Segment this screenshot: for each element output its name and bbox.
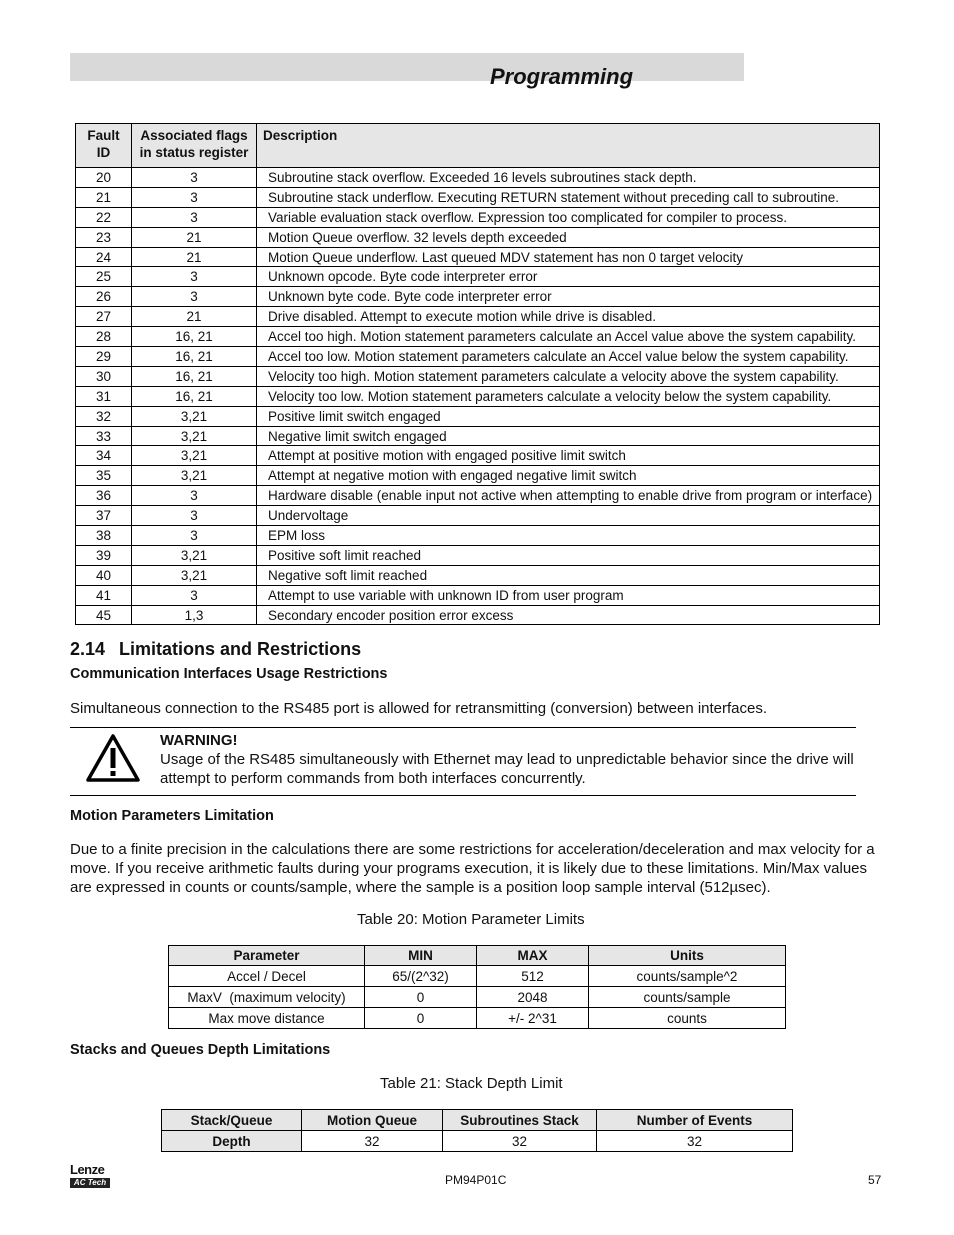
stack-header-events: Number of Events [597, 1110, 793, 1131]
description-cell: Positive limit switch engaged [257, 406, 880, 426]
description-cell: Drive disabled. Attempt to execute motion while drive is disabled. [257, 307, 880, 327]
fault-id-cell: 41 [76, 585, 132, 605]
flags-cell: 3,21 [132, 565, 257, 585]
description-cell: Unknown byte code. Byte code interpreter error [257, 287, 880, 307]
table-row [76, 565, 880, 585]
lenze-logo: Lenze AC Tech [70, 1163, 110, 1188]
motion-header-parameter: Parameter [169, 946, 365, 966]
table-row: Depth 32 32 32 [162, 1131, 793, 1152]
flags-cell: 3 [132, 168, 257, 188]
fault-id-cell: 20 [76, 168, 132, 188]
table-row: MaxV (maximum velocity) 0 2048 counts/sample [169, 987, 786, 1008]
flags-cell: 3,21 [132, 406, 257, 426]
description-cell: Attempt at negative motion with engaged negative limit switch [257, 466, 880, 486]
motion-header-units: Units [589, 946, 786, 966]
motion-paragraph: Due to a finite precision in the calculations there are some restrictions for acceleration/deceleration and max velocity for a move. If you receive arithmetic faults during your programs execution, it is likely due to these limitations. Min/Max values are expressed in counts or counts/sample, where the sample is a position loop sample interval (512µsec). [70, 841, 875, 896]
table-row [76, 545, 880, 565]
flags-cell: 21 [132, 307, 257, 327]
table-row [76, 486, 880, 506]
table-row [76, 327, 880, 347]
fault-id-cell: 31 [76, 386, 132, 406]
description-cell: Velocity too high. Motion statement parameters calculate a velocity above the system capability. [257, 366, 880, 386]
table-row [76, 227, 880, 247]
motion-header-min: MIN [365, 946, 477, 966]
fault-id-cell: 40 [76, 565, 132, 585]
stack-header-motion: Motion Queue [302, 1110, 443, 1131]
fault-id-cell: 30 [76, 366, 132, 386]
fault-id-cell: 24 [76, 247, 132, 267]
table-row [76, 526, 880, 546]
description-cell: Secondary encoder position error excess [257, 605, 880, 625]
fault-id-cell: 36 [76, 486, 132, 506]
page-title: Programming [490, 64, 634, 89]
fault-id-cell: 29 [76, 347, 132, 367]
fault-id-header: Fault ID [76, 124, 132, 168]
description-cell: Attempt at positive motion with engaged positive limit switch [257, 446, 880, 466]
flags-cell: 16, 21 [132, 327, 257, 347]
table-row [76, 247, 880, 267]
fault-id-cell: 37 [76, 506, 132, 526]
table-row [76, 267, 880, 287]
header-bar [70, 53, 744, 81]
description-cell: Motion Queue underflow. Last queued MDV statement has non 0 target velocity [257, 247, 880, 267]
table-row [76, 506, 880, 526]
fault-id-cell: 33 [76, 426, 132, 446]
flags-cell: 3,21 [132, 466, 257, 486]
warning-top-rule [70, 727, 856, 728]
description-cell: Motion Queue overflow. 32 levels depth exceeded [257, 227, 880, 247]
flags-cell: 16, 21 [132, 386, 257, 406]
stack-table-caption: Table 21: Stack Depth Limit [380, 1075, 563, 1092]
description-cell: Subroutine stack overflow. Exceeded 16 levels subroutines stack depth. [257, 168, 880, 188]
description-cell: Positive soft limit reached [257, 545, 880, 565]
table-row [76, 386, 880, 406]
flags-cell: 3 [132, 187, 257, 207]
fault-id-cell: 25 [76, 267, 132, 287]
comm-paragraph: Simultaneous connection to the RS485 port is allowed for retransmitting (conversion) between interfaces. [70, 700, 768, 717]
stack-header-subroutines: Subroutines Stack [443, 1110, 597, 1131]
flags-cell: 3,21 [132, 545, 257, 565]
flags-cell: 3 [132, 585, 257, 605]
description-cell: Accel too low. Motion statement parameters calculate an Accel value below the system capability. [257, 347, 880, 367]
table-row [76, 406, 880, 426]
table-row [76, 426, 880, 446]
table-row [76, 446, 880, 466]
flags-cell: 16, 21 [132, 347, 257, 367]
table-row [76, 466, 880, 486]
fault-id-cell: 35 [76, 466, 132, 486]
table-row: Accel / Decel 65/(2^32) 512 counts/sample^2 [169, 966, 786, 987]
flags-cell: 16, 21 [132, 366, 257, 386]
flags-cell: 3 [132, 287, 257, 307]
fault-table-header [76, 124, 880, 168]
document-id: PM94P01C [445, 1173, 507, 1187]
flags-cell: 3 [132, 506, 257, 526]
warning-text: Usage of the RS485 simultaneously with Ethernet may lead to unpredictable behavior since the drive will attempt to perform commands from both interfaces concurrently. [160, 751, 854, 787]
table-row [76, 287, 880, 307]
flags-cell: 3 [132, 207, 257, 227]
fault-id-cell: 27 [76, 307, 132, 327]
description-cell: Velocity too low. Motion statement parameters calculate a velocity below the system capability. [257, 386, 880, 406]
description-header: Description [257, 124, 880, 168]
table-row [76, 366, 880, 386]
table-row: Max move distance 0 +/- 2^31 counts [169, 1008, 786, 1029]
stack-header-queue: Stack/Queue [162, 1110, 302, 1131]
description-cell: Attempt to use variable with unknown ID from user program [257, 585, 880, 605]
comm-heading: Communication Interfaces Usage Restrictions [70, 666, 388, 682]
stack-table [161, 1109, 793, 1152]
description-cell: Negative limit switch engaged [257, 426, 880, 446]
page-number: 57 [868, 1173, 882, 1187]
warning-triangle-icon [85, 733, 141, 783]
table-row [76, 605, 880, 625]
table-row [76, 187, 880, 207]
fault-id-cell: 28 [76, 327, 132, 347]
motion-table-caption: Table 20: Motion Parameter Limits [357, 911, 585, 928]
fault-id-cell: 45 [76, 605, 132, 625]
description-cell: Accel too high. Motion statement parameters calculate an Accel value above the system capability. [257, 327, 880, 347]
description-cell: Unknown opcode. Byte code interpreter error [257, 267, 880, 287]
warning-block [160, 731, 860, 788]
flags-cell: 3 [132, 267, 257, 287]
fault-id-cell: 26 [76, 287, 132, 307]
flags-cell: 3 [132, 526, 257, 546]
table-row [76, 207, 880, 227]
flags-cell: 3,21 [132, 446, 257, 466]
description-cell: Undervoltage [257, 506, 880, 526]
fault-id-cell: 34 [76, 446, 132, 466]
flags-cell: 21 [132, 227, 257, 247]
flags-header: Associated flags in status register [132, 124, 257, 168]
description-cell: Subroutine stack underflow. Executing RETURN statement without preceding call to subroutine. [257, 187, 880, 207]
fault-id-cell: 32 [76, 406, 132, 426]
flags-cell: 3,21 [132, 426, 257, 446]
description-cell: Variable evaluation stack overflow. Expression too complicated for compiler to process. [257, 207, 880, 227]
flags-cell: 21 [132, 247, 257, 267]
warning-title: WARNING! [160, 732, 238, 749]
fault-id-cell: 39 [76, 545, 132, 565]
flags-cell: 1,3 [132, 605, 257, 625]
table-row [76, 585, 880, 605]
stack-heading: Stacks and Queues Depth Limitations [70, 1042, 331, 1058]
description-cell: EPM loss [257, 526, 880, 546]
description-cell: Hardware disable (enable input not active when attempting to enable drive from program or interface) [257, 486, 880, 506]
fault-id-cell: 38 [76, 526, 132, 546]
fault-id-cell: 23 [76, 227, 132, 247]
table-row [76, 307, 880, 327]
section-heading: 2.14 Limitations and Restrictions [70, 639, 362, 659]
motion-heading: Motion Parameters Limitation [70, 808, 274, 824]
motion-table [168, 945, 786, 1029]
flags-cell: 3 [132, 486, 257, 506]
fault-id-cell: 21 [76, 187, 132, 207]
table-row [76, 347, 880, 367]
fault-table [75, 123, 880, 625]
fault-id-cell: 22 [76, 207, 132, 227]
motion-header-max: MAX [477, 946, 589, 966]
table-row [76, 168, 880, 188]
warning-bottom-rule [70, 795, 856, 796]
description-cell: Negative soft limit reached [257, 565, 880, 585]
